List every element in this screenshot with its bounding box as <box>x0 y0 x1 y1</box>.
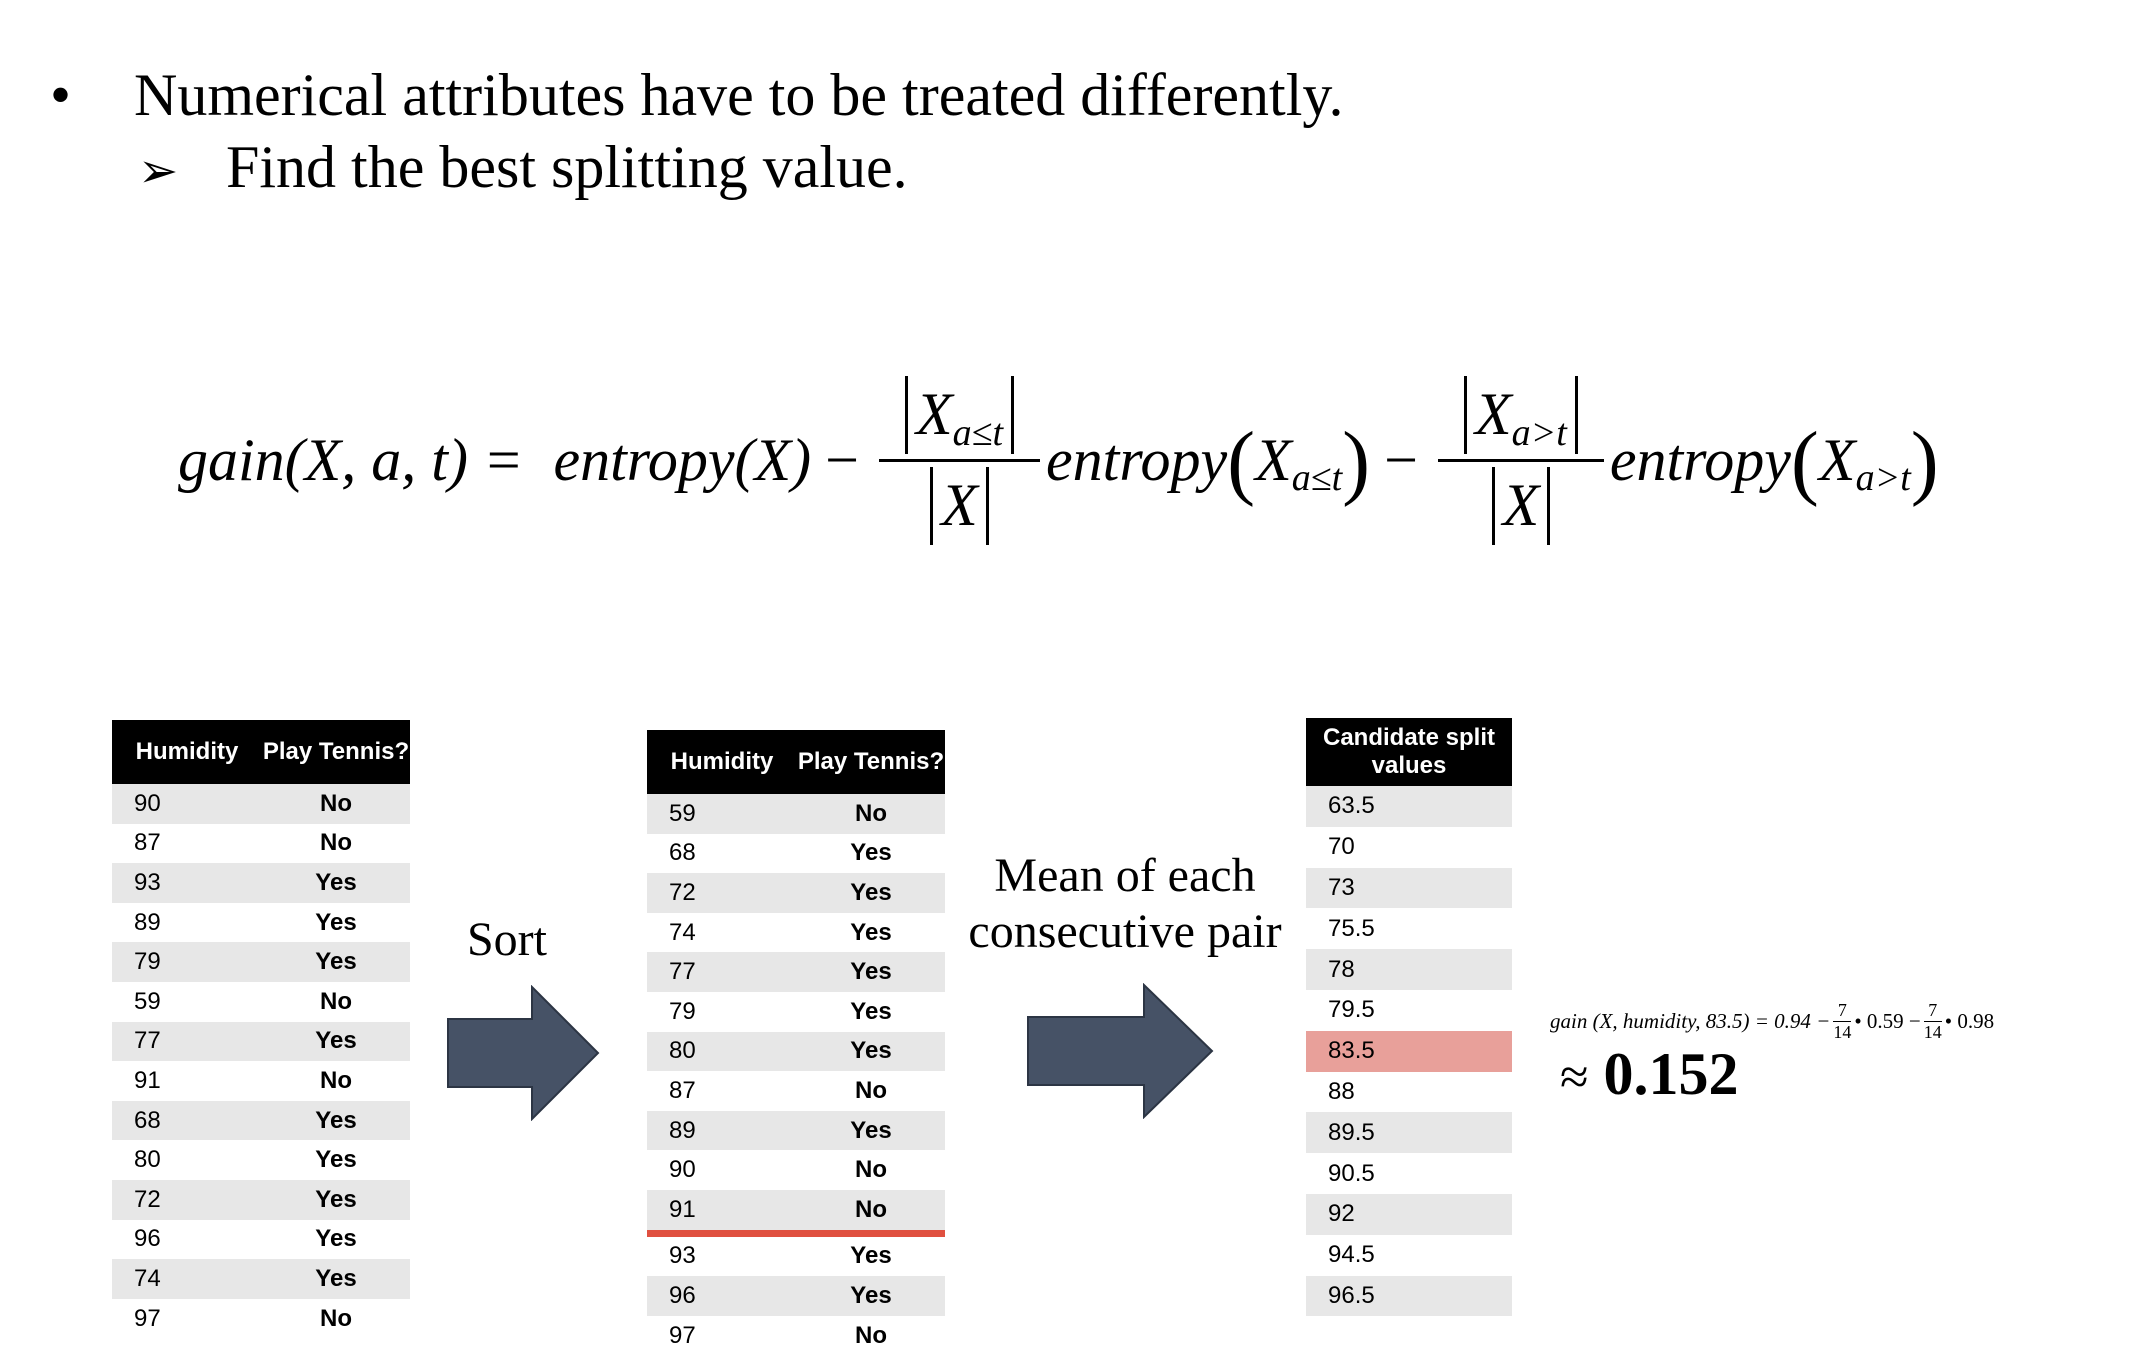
humidity-cell: 74 <box>112 1259 262 1299</box>
formula-entropy-2: entropy <box>1609 426 1791 493</box>
gain-formula: gain(X, a, t) = entropy(X) − X a≤t X entropy ( X a≤t ) − X a>t X entropy ( X a>t ) <box>178 360 1939 560</box>
original-table <box>112 720 410 1338</box>
candidate-value-cell: 96.5 <box>1306 1276 1512 1317</box>
play-tennis-cell: Yes <box>262 1259 410 1299</box>
humidity-cell: 79 <box>112 942 262 982</box>
play-tennis-cell: Yes <box>315 908 357 936</box>
term1-sub: a≤t <box>1291 457 1343 499</box>
table-row <box>112 1061 410 1101</box>
candidate-value-cell: 73 <box>1306 868 1512 909</box>
play-tennis-cell: Yes <box>797 873 945 913</box>
humidity-cell: 87 <box>669 1076 696 1104</box>
candidate-value-cell: 89.5 <box>1306 1112 1512 1153</box>
humidity-cell: 89 <box>134 908 161 936</box>
sorted-table <box>647 730 945 1355</box>
header-play-tennis: Play Tennis? <box>797 730 945 794</box>
table-row <box>112 1180 410 1220</box>
table-row <box>112 903 410 943</box>
table-row <box>647 952 945 992</box>
play-tennis-cell: No <box>320 1304 352 1332</box>
table-row <box>1306 868 1512 909</box>
table-row <box>1306 786 1512 827</box>
play-tennis-cell: No <box>855 1076 887 1104</box>
header-humidity: Humidity <box>647 730 797 794</box>
gain-result-value: 0.152 <box>1603 1041 1739 1107</box>
humidity-cell: 93 <box>669 1242 696 1270</box>
gain-example-mid: • 0.59 − <box>1854 1009 1921 1033</box>
play-tennis-cell: Yes <box>262 863 410 903</box>
gain-frac-2-num: 7 <box>1928 1000 1938 1020</box>
table-row <box>647 1316 945 1356</box>
formula-minus-2: − <box>1384 426 1418 493</box>
term2-sub: a>t <box>1855 457 1911 499</box>
candidate-value-cell: 83.5 <box>1306 1031 1512 1072</box>
table-row <box>647 1233 945 1276</box>
play-tennis-cell: Yes <box>262 1101 410 1141</box>
table-row <box>1306 1194 1512 1235</box>
mean-label <box>960 848 1290 960</box>
gain-frac-2-den: 14 <box>1923 1022 1942 1042</box>
play-tennis-cell: No <box>855 1156 887 1184</box>
table-row <box>112 942 410 982</box>
play-tennis-cell: Yes <box>850 918 892 946</box>
play-tennis-cell: Yes <box>850 839 892 867</box>
table-row <box>647 794 945 834</box>
candidate-value-cell: 90.5 <box>1328 1159 1375 1187</box>
term1-base: X <box>1255 426 1292 493</box>
sub-bullet <box>138 132 908 206</box>
play-tennis-cell: No <box>262 784 410 824</box>
play-tennis-cell: No <box>855 1321 887 1349</box>
frac1-num-sub: a≤t <box>952 411 1004 454</box>
sort-arrow-icon <box>446 985 602 1121</box>
gain-result <box>1560 1040 1739 1109</box>
arrowhead-bullet-icon: ➢ <box>138 143 179 199</box>
table-row <box>1306 908 1512 949</box>
gain-example-tail: • 0.98 <box>1944 1009 1995 1033</box>
gain-example-lhs: gain (X, humidity, 83.5) = 0.94 − <box>1550 1009 1831 1033</box>
sort-label: Sort <box>466 913 547 966</box>
header-candidates: Candidate split values <box>1306 718 1512 786</box>
table-row <box>647 1032 945 1072</box>
formula-fraction-right <box>1438 371 1604 550</box>
humidity-cell: 72 <box>112 1180 262 1220</box>
humidity-cell: 91 <box>134 1066 161 1094</box>
humidity-cell: 90 <box>669 1156 696 1184</box>
main-bullet <box>50 60 1344 130</box>
play-tennis-cell: Yes <box>797 1032 945 1072</box>
table-row <box>112 982 410 1022</box>
candidate-value-cell: 94.5 <box>1328 1241 1375 1269</box>
candidate-value-cell: 79.5 <box>1328 996 1375 1024</box>
humidity-cell: 97 <box>669 1321 696 1349</box>
candidates-table <box>1306 718 1512 1316</box>
play-tennis-cell: Yes <box>262 1022 410 1062</box>
humidity-cell: 77 <box>647 952 797 992</box>
humidity-cell: 91 <box>647 1190 797 1233</box>
gain-frac-1-num: 7 <box>1837 1000 1847 1020</box>
table-row <box>1306 1276 1512 1317</box>
formula-lhs: gain(X, a, t) = <box>178 426 524 493</box>
table-row <box>647 834 945 874</box>
play-tennis-cell: Yes <box>262 1180 410 1220</box>
formula-entropy-1: entropy <box>1046 426 1228 493</box>
humidity-cell: 90 <box>112 784 262 824</box>
table-row <box>112 1101 410 1141</box>
table-row <box>112 1140 410 1180</box>
play-tennis-cell: Yes <box>315 1146 357 1174</box>
term2-base: X <box>1818 426 1856 493</box>
candidate-value-cell: 88 <box>1328 1077 1355 1105</box>
frac1-num-base: X <box>915 381 953 447</box>
humidity-cell: 80 <box>647 1032 797 1072</box>
play-tennis-cell: Yes <box>262 942 410 982</box>
table-row-highlighted <box>1306 1031 1512 1072</box>
humidity-cell: 97 <box>134 1304 161 1332</box>
table-row <box>647 1111 945 1151</box>
humidity-cell: 80 <box>134 1146 161 1174</box>
table-row <box>1306 1153 1512 1194</box>
humidity-cell: 93 <box>112 863 262 903</box>
frac1-den: X <box>941 472 978 538</box>
gain-frac-1-den: 14 <box>1833 1022 1852 1042</box>
table-row <box>1306 949 1512 990</box>
play-tennis-cell: No <box>797 1190 945 1233</box>
table-row <box>112 1259 410 1299</box>
main-bullet-text: Numerical attributes have to be treated differently. <box>134 62 1344 128</box>
humidity-cell: 68 <box>669 839 696 867</box>
candidate-value-cell: 78 <box>1306 949 1512 990</box>
candidate-value-cell: 75.5 <box>1328 914 1375 942</box>
approx-symbol: ≈ <box>1560 1049 1589 1106</box>
gain-frac-1 <box>1833 1000 1851 1043</box>
play-tennis-cell: Yes <box>850 997 892 1025</box>
candidate-value-cell: 70 <box>1328 833 1355 861</box>
play-tennis-cell: Yes <box>797 952 945 992</box>
humidity-cell: 59 <box>134 987 161 1015</box>
table-row <box>112 1299 410 1339</box>
header-humidity: Humidity <box>112 720 262 784</box>
table-row <box>647 992 945 1032</box>
play-tennis-cell: Yes <box>797 1276 945 1316</box>
humidity-cell: 87 <box>134 829 161 857</box>
table-row <box>647 1190 945 1233</box>
play-tennis-cell: No <box>320 987 352 1015</box>
header-play-tennis: Play Tennis? <box>262 720 410 784</box>
humidity-cell: 89 <box>647 1111 797 1151</box>
table-row <box>647 873 945 913</box>
formula-entropy-x: entropy(X) <box>553 426 812 493</box>
humidity-cell: 96 <box>134 1225 161 1253</box>
play-tennis-cell: No <box>320 1066 352 1094</box>
table-row <box>112 863 410 903</box>
humidity-cell: 74 <box>669 918 696 946</box>
play-tennis-cell: No <box>797 794 945 834</box>
table-row <box>647 1071 945 1111</box>
humidity-cell: 96 <box>647 1276 797 1316</box>
humidity-cell: 72 <box>647 873 797 913</box>
table-row <box>647 1150 945 1190</box>
formula-minus: − <box>825 426 859 493</box>
play-tennis-cell: Yes <box>315 1225 357 1253</box>
humidity-cell: 77 <box>112 1022 262 1062</box>
bullet-marker: • <box>50 62 72 128</box>
humidity-cell: 79 <box>669 997 696 1025</box>
table-row <box>647 1276 945 1316</box>
table-row <box>112 1022 410 1062</box>
play-tennis-cell: No <box>320 829 352 857</box>
mean-label-line-1: Mean of each <box>994 849 1256 902</box>
humidity-cell: 68 <box>112 1101 262 1141</box>
candidate-value-cell: 92 <box>1306 1194 1512 1235</box>
frac2-num-base: X <box>1475 381 1512 447</box>
humidity-cell: 59 <box>647 794 797 834</box>
sub-bullet-text: Find the best splitting value. <box>226 134 908 200</box>
mean-arrow-icon <box>1026 983 1216 1119</box>
gain-frac-2 <box>1924 1000 1942 1043</box>
candidate-value-cell: 63.5 <box>1306 786 1512 827</box>
table-row <box>1306 990 1512 1031</box>
table-row <box>1306 1112 1512 1153</box>
frac2-num-sub: a>t <box>1511 411 1567 454</box>
table-row <box>1306 1072 1512 1113</box>
table-row <box>647 913 945 953</box>
play-tennis-cell: Yes <box>850 1242 892 1270</box>
gain-example <box>1550 1000 1994 1043</box>
table-row <box>112 824 410 864</box>
mean-label-line-2: consecutive pair <box>968 905 1282 958</box>
formula-fraction-left <box>879 371 1040 550</box>
table-row <box>112 784 410 824</box>
frac2-den: X <box>1502 472 1540 538</box>
table-row <box>1306 827 1512 868</box>
play-tennis-cell: Yes <box>797 1111 945 1151</box>
table-row <box>1306 1235 1512 1276</box>
table-row <box>112 1220 410 1260</box>
